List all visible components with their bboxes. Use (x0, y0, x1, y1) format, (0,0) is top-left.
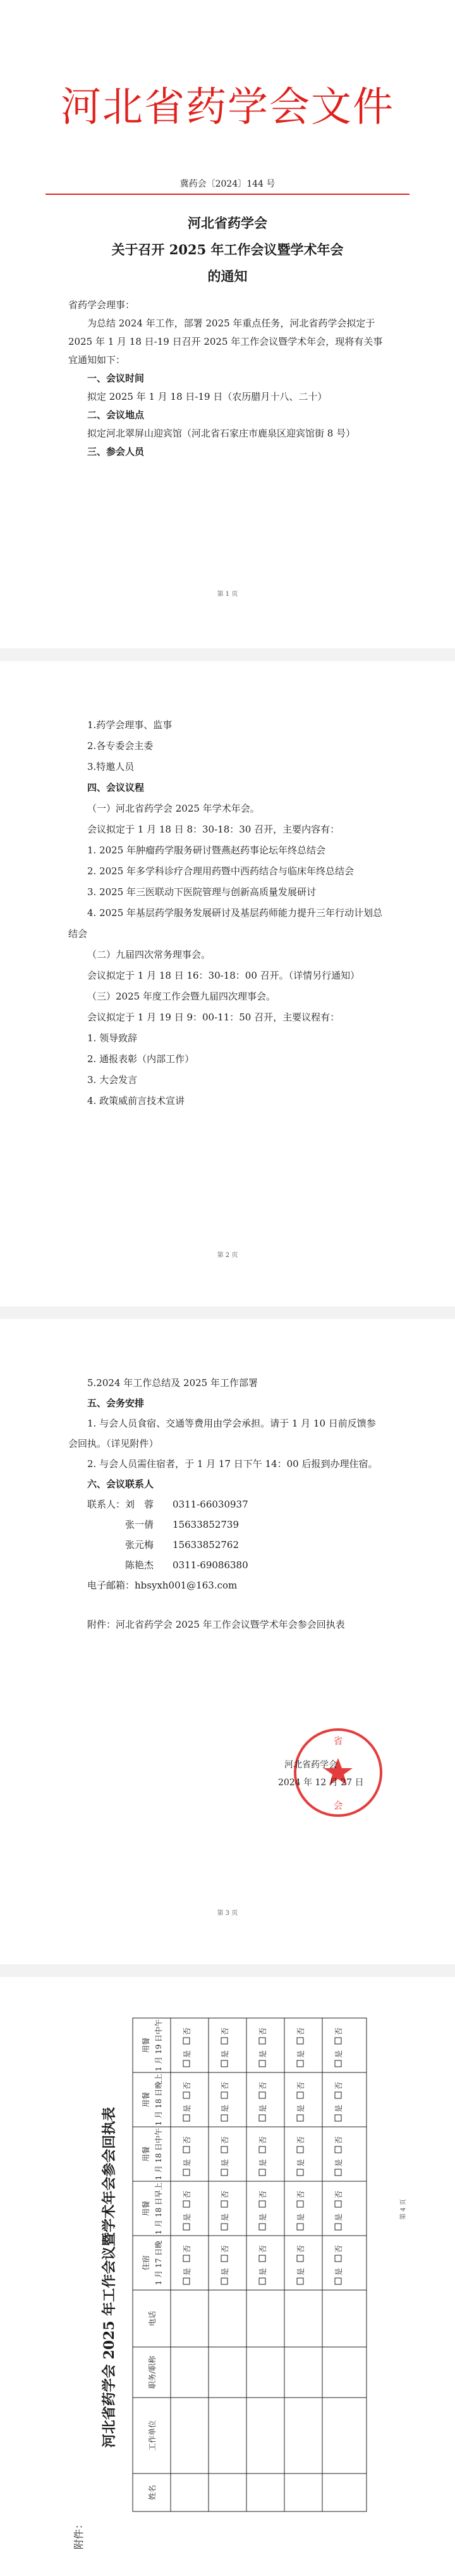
option-yes-label: 是 (183, 2050, 191, 2059)
agenda-paragraph: （三）2025 年度工作会暨九届四次理事会。 (87, 991, 276, 1002)
checkbox-no[interactable] (183, 2092, 190, 2098)
agenda-paragraph: 3. 2025 年三医联动下医院管理与创新高质量发展研讨 (87, 886, 317, 898)
checkbox-no[interactable] (259, 2092, 265, 2098)
checkbox-no[interactable] (297, 2092, 303, 2098)
option-no-label: 否 (183, 2136, 191, 2145)
section-2-text: 拟定河北翠屏山迎宾馆（河北省石家庄市鹿泉区迎宾馆街 8 号） (87, 428, 356, 439)
option-yes-label: 是 (183, 2158, 191, 2167)
checkbox-no[interactable] (259, 2146, 265, 2153)
option-no-label: 否 (296, 2027, 305, 2036)
agenda-paragraph: 4. 2025 年基层药学服务发展研讨及基层药师能力提升三年行动计划总结会 (68, 907, 383, 939)
page-3 (0, 1319, 455, 1964)
option-yes-label: 是 (221, 2213, 229, 2222)
option-yes-label: 是 (221, 2104, 229, 2113)
option-no-label: 否 (258, 2245, 267, 2253)
agenda-item: 2. 通报表彰（内部工作） (87, 1053, 195, 1065)
option-yes-label: 是 (296, 2213, 305, 2222)
checkbox-no[interactable] (183, 2201, 190, 2207)
agenda-paragraph: 2. 2025 年多学科诊疗合理用药暨中西药结合与临床年终总结会 (87, 865, 355, 877)
checkbox-yes[interactable] (335, 2169, 341, 2176)
sign-org: 河北省药学会 (284, 1760, 337, 1770)
option-no-label: 否 (221, 2081, 229, 2090)
option-yes-label: 是 (183, 2213, 191, 2222)
option-no-label: 否 (296, 2245, 305, 2253)
checkbox-yes[interactable] (183, 2278, 190, 2284)
checkbox-no[interactable] (297, 2201, 303, 2207)
section-1-text: 拟定 2025 年 1 月 18 日-19 日（农历腊月十八、二十） (87, 391, 327, 402)
page-number: 第 1 页 (217, 591, 238, 598)
checkbox-no[interactable] (221, 2038, 228, 2044)
option-no-label: 否 (183, 2190, 191, 2199)
checkbox-no[interactable] (183, 2146, 190, 2153)
checkbox-yes[interactable] (221, 2278, 228, 2284)
checkbox-yes[interactable] (183, 2115, 190, 2121)
contact-name: 张一倩 (125, 1519, 154, 1530)
checkbox-yes[interactable] (335, 2224, 341, 2230)
option-yes-label: 是 (221, 2050, 229, 2059)
agenda-paragraph: 会议拟定于 1 月 19 日 9：00-11：50 召开，主要议程有： (87, 1012, 340, 1023)
page-2 (0, 661, 455, 1306)
option-yes-label: 是 (334, 2050, 343, 2059)
title-line-1: 关于召开 2025 年工作会议暨学术年会 (111, 242, 344, 257)
checkbox-yes[interactable] (297, 2060, 303, 2067)
table-header-cell: 电话 (148, 2310, 157, 2327)
checkbox-no[interactable] (335, 2038, 341, 2044)
checkbox-yes[interactable] (221, 2169, 228, 2176)
checkbox-no[interactable] (335, 2255, 341, 2262)
section-4-heading: 四、会议议程 (87, 782, 145, 793)
checkbox-no[interactable] (221, 2092, 228, 2098)
option-no-label: 否 (221, 2136, 229, 2145)
table-header-cell: 1 月 17 日晚 (154, 2240, 163, 2286)
checkbox-no[interactable] (221, 2146, 228, 2153)
checkbox-no[interactable] (297, 2146, 303, 2153)
contact-row (87, 1514, 384, 1535)
page3-body (68, 1373, 384, 1635)
checkbox-yes[interactable] (297, 2115, 303, 2121)
option-yes-label: 是 (258, 2104, 267, 2113)
svg-text:会: 会 (333, 1800, 343, 1811)
option-yes-label: 是 (334, 2213, 343, 2222)
attachment-label: 附件： (73, 2518, 85, 2549)
checkbox-yes[interactable] (259, 2278, 265, 2284)
option-no-label: 否 (258, 2081, 267, 2090)
option-no-label: 否 (334, 2136, 343, 2145)
page-number: 第 2 页 (217, 1252, 238, 1259)
checkbox-no[interactable] (297, 2038, 303, 2044)
page-4 (0, 1977, 455, 2576)
checkbox-yes[interactable] (335, 2115, 341, 2121)
option-yes-label: 是 (258, 2158, 267, 2167)
checkbox-yes[interactable] (221, 2224, 228, 2230)
agenda-paragraph: 会议拟定于 1 月 18 日 8：30-18：30 召开，主要内容有： (87, 824, 340, 835)
checkbox-no[interactable] (221, 2201, 228, 2207)
contact-email: 电子邮箱：hbsyxh001@163.com (87, 1580, 238, 1591)
salutation: 省药学会理事： (68, 299, 135, 311)
table-header-cell: 1 月 18 日早上 (154, 2182, 163, 2235)
agenda-item: 5.2024 年工作总结及 2025 年工作部署 (87, 1377, 258, 1389)
option-no-label: 否 (296, 2190, 305, 2199)
option-no-label: 否 (334, 2245, 343, 2253)
agenda-paragraph: 会议拟定于 1 月 18 日 16：30-18：00 召开。（详情另行通知） (87, 970, 360, 981)
checkbox-yes[interactable] (335, 2278, 341, 2284)
option-yes-label: 是 (296, 2158, 305, 2167)
document-header: 河北省药学会文件 (61, 84, 394, 131)
contact-name: 刘 蓉 (125, 1499, 154, 1510)
option-yes-label: 是 (183, 2267, 191, 2276)
contact-list (68, 1494, 384, 1575)
attachment-note: 附件：河北省药学会 2025 年工作会议暨学术年会参会回执表 (87, 1619, 345, 1630)
checkbox-no[interactable] (259, 2038, 265, 2044)
option-no-label: 否 (183, 2027, 191, 2036)
checkbox-yes[interactable] (259, 2115, 265, 2121)
section-5-heading: 五、会务安排 (87, 1397, 145, 1409)
option-no-label: 否 (258, 2027, 267, 2036)
document-number: 冀药会〔2024〕144 号 (179, 179, 276, 189)
attendee-item: 1.药学会理事、监事 (87, 719, 173, 731)
option-no-label: 否 (334, 2190, 343, 2199)
document-title (0, 210, 455, 290)
agenda-item: 4. 政策威前言技术宣讲 (87, 1095, 185, 1106)
checkbox-no[interactable] (335, 2146, 341, 2153)
option-yes-label: 是 (296, 2104, 305, 2113)
checkbox-yes[interactable] (183, 2224, 190, 2230)
contact-phone: 15633852762 (173, 1539, 240, 1551)
option-no-label: 否 (183, 2245, 191, 2253)
arrangement-paragraph: 1. 与会人员食宿、交通等费用由学会承担。请于 1 月 10 日前反馈参会回执。（详见附件） (68, 1418, 376, 1449)
agenda-item: 3. 大会发言 (87, 1074, 138, 1086)
agenda-item: 1. 领导致辞 (87, 1032, 138, 1044)
table-header-cell: 1 月 18 日中午 (154, 2127, 163, 2181)
intro-paragraph: 为总结 2024 年工作，部署 2025 年重点任务，河北省药学会拟定于 2025 年 1 月 18 日-19 日召开 2025 年工作会议暨学术年会，现将有关事宜通知如下： (68, 318, 383, 366)
sign-date: 2024 年 12 月 27 日 (278, 1778, 364, 1788)
table-header-cell: 1 月 19 日中午 (154, 2019, 163, 2072)
checkbox-yes[interactable] (259, 2224, 265, 2230)
option-yes-label: 是 (258, 2213, 267, 2222)
option-no-label: 否 (334, 2081, 343, 2090)
section-2-heading: 二、会议地点 (87, 409, 145, 421)
option-yes-label: 是 (221, 2267, 229, 2276)
option-yes-label: 是 (334, 2104, 343, 2113)
option-no-label: 否 (258, 2190, 267, 2199)
red-divider (46, 194, 410, 195)
contact-phone: 0311-69086380 (173, 1559, 248, 1571)
contact-row (87, 1494, 384, 1514)
section-3-heading: 三、参会人员 (87, 446, 145, 457)
page-number: 第 4 页 (399, 2199, 407, 2220)
option-yes-label: 是 (221, 2158, 229, 2167)
option-no-label: 否 (296, 2081, 305, 2090)
table-header-cell: 姓名 (148, 2484, 157, 2501)
option-no-label: 否 (296, 2136, 305, 2145)
option-no-label: 否 (334, 2027, 343, 2036)
arrangement-paragraph: 2. 与会人员需住宿者，于 1 月 17 日下午 14：00 后报到办理住宿。 (87, 1458, 378, 1470)
contact-row (87, 1555, 384, 1575)
table-header-cell: 用餐 (142, 2200, 150, 2217)
checkbox-yes[interactable] (221, 2060, 228, 2067)
option-no-label: 否 (183, 2081, 191, 2090)
option-yes-label: 是 (258, 2050, 267, 2059)
contact-name: 张元梅 (125, 1539, 154, 1551)
option-yes-label: 是 (296, 2050, 305, 2059)
contact-phone: 0311-66030937 (173, 1499, 248, 1510)
receipt-table-svg (0, 1977, 455, 2576)
option-yes-label: 是 (334, 2267, 343, 2276)
checkbox-no[interactable] (259, 2201, 265, 2207)
option-no-label: 否 (221, 2245, 229, 2253)
option-no-label: 否 (258, 2136, 267, 2145)
contact-phone: 15633852739 (173, 1519, 240, 1530)
checkbox-yes[interactable] (221, 2115, 228, 2121)
table-header-cell: 用餐 (142, 2037, 150, 2053)
agenda-paragraph: （一）河北省药学会 2025 年学术年会。 (87, 803, 260, 814)
checkbox-yes[interactable] (297, 2278, 303, 2284)
section-6-heading: 六、会议联系人 (87, 1478, 154, 1490)
official-seal-icon (291, 1725, 385, 1820)
option-yes-label: 是 (183, 2104, 191, 2113)
contact-name: 陈艳杰 (125, 1559, 154, 1571)
checkbox-yes[interactable] (183, 2169, 190, 2176)
checkbox-no[interactable] (335, 2092, 341, 2098)
checkbox-no[interactable] (221, 2255, 228, 2262)
table-header-cell: 住宿 (142, 2255, 150, 2271)
table-header-cell: 1 月 18 日晚上 (154, 2073, 163, 2126)
attendee-item: 3.特邀人员 (87, 761, 135, 772)
checkbox-yes[interactable] (259, 2060, 265, 2067)
section-1-heading: 一、会议时间 (87, 373, 145, 384)
option-yes-label: 是 (334, 2158, 343, 2167)
table-header-cell: 用餐 (142, 2146, 150, 2162)
svg-text:省: 省 (333, 1735, 343, 1747)
checkbox-yes[interactable] (183, 2060, 190, 2067)
agenda-paragraph: 1. 2025 年肿瘤药学服务研讨暨燕赵药事论坛年终总结会 (87, 845, 326, 856)
page-number: 第 3 页 (217, 1910, 238, 1917)
checkbox-no[interactable] (259, 2255, 265, 2262)
table-title: 河北省药学会 2025 年工作会议暨学术年会参会回执表 (101, 2107, 118, 2448)
table-frame (133, 2018, 367, 2511)
title-line-2: 的通知 (207, 268, 248, 284)
option-yes-label: 是 (296, 2267, 305, 2276)
contact-row (87, 1535, 384, 1555)
page2-body (68, 715, 384, 1112)
checkbox-no[interactable] (183, 2038, 190, 2044)
checkbox-yes[interactable] (297, 2169, 303, 2176)
table-header-cell: 工作单位 (148, 2420, 157, 2451)
checkbox-no[interactable] (183, 2255, 190, 2262)
attendee-item: 2.各专委会主委 (87, 740, 154, 752)
contact-label: 联系人： (87, 1499, 126, 1510)
page1-body (68, 296, 384, 461)
checkbox-no[interactable] (335, 2201, 341, 2207)
table-header-cell: 用餐 (142, 2091, 150, 2108)
option-yes-label: 是 (258, 2267, 267, 2276)
page-1 (0, 0, 455, 648)
agenda-paragraph: （二）九届四次常务理事会。 (87, 949, 211, 960)
title-org: 河北省药学会 (188, 215, 267, 231)
option-no-label: 否 (221, 2190, 229, 2199)
checkbox-yes[interactable] (259, 2169, 265, 2176)
table-header-cell: 职务/职称 (148, 2355, 157, 2389)
checkbox-yes[interactable] (297, 2224, 303, 2230)
checkbox-no[interactable] (297, 2255, 303, 2262)
checkbox-yes[interactable] (335, 2060, 341, 2067)
option-no-label: 否 (221, 2027, 229, 2036)
signature-block (278, 1725, 417, 1820)
